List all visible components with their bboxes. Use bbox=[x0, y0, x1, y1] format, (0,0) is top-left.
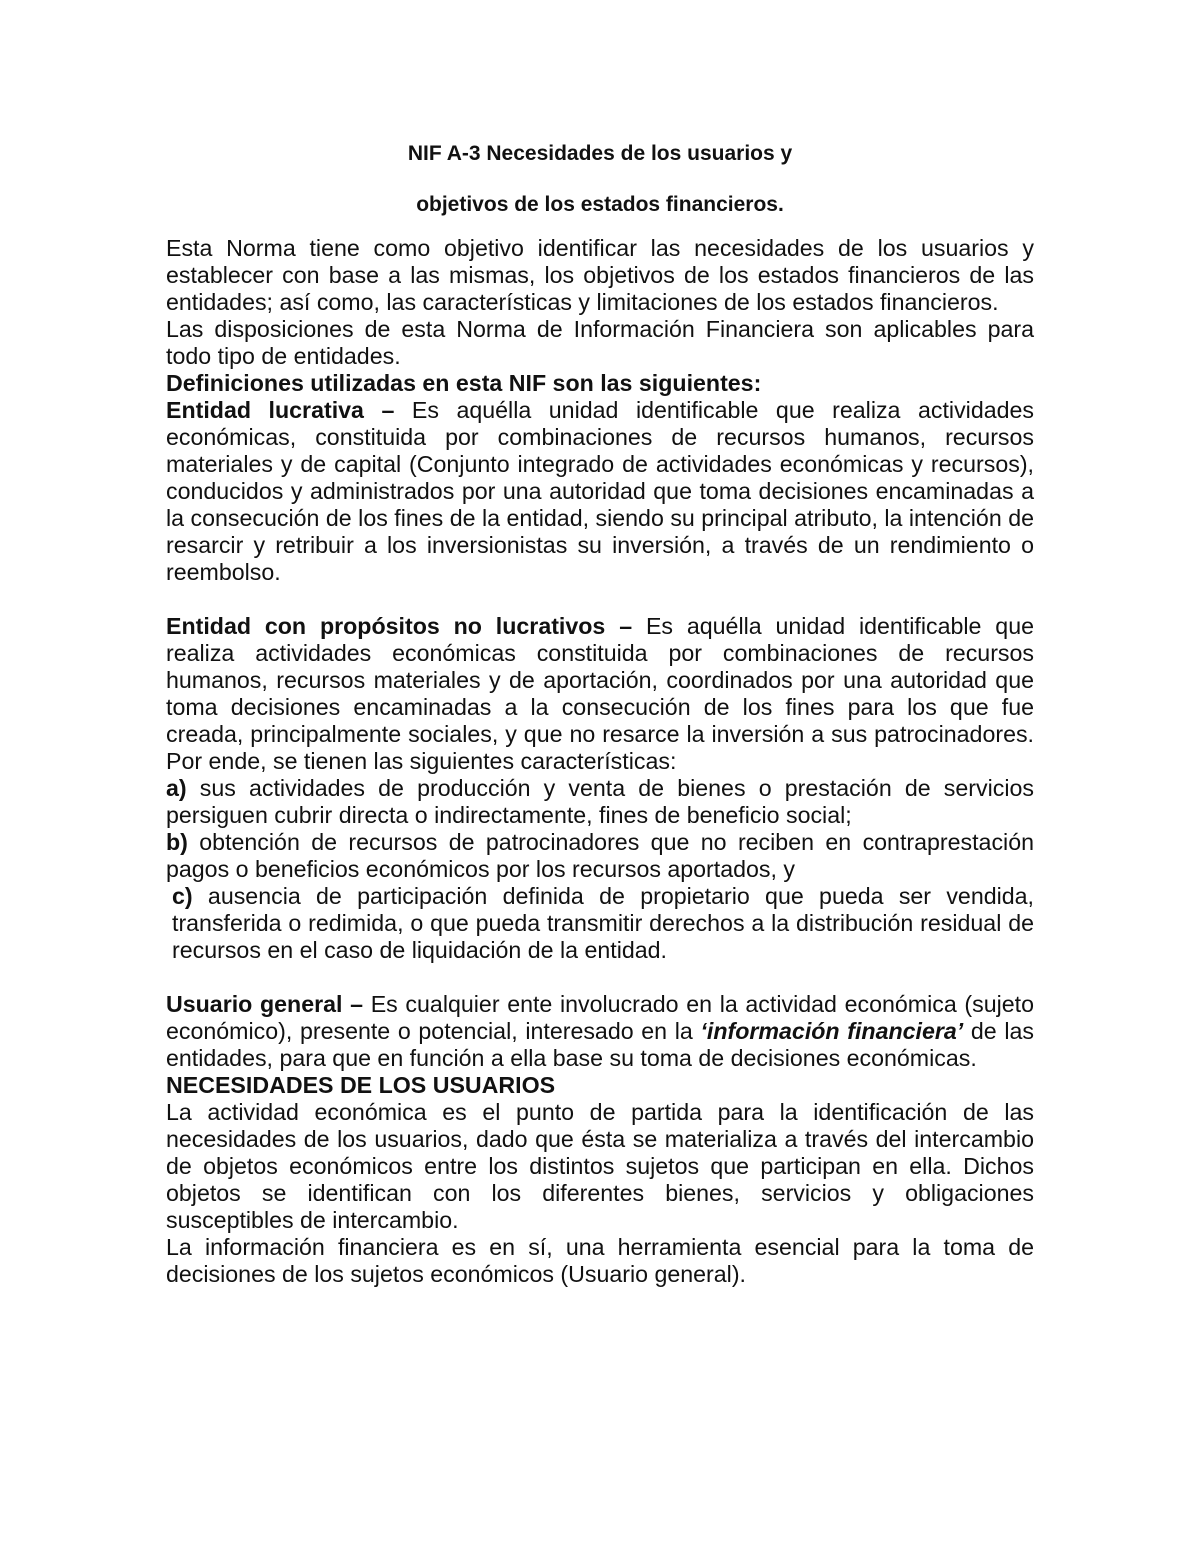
term-entidad-lucrativa: Entidad lucrativa – bbox=[166, 397, 395, 423]
emphasis-informacion-financiera: ‘información financiera’ bbox=[700, 1018, 964, 1044]
necesidades-paragraph-1: La actividad económica es el punto de partida para la identificación de las necesidades de los usuarios, dado que ésta se materializa a través del intercambio de objetos económicos entre los distintos sujetos que participan en ella. Dichos objetos se identifican con los diferentes bienes, servicios y obligaciones susceptibles de intercambio. bbox=[166, 1099, 1034, 1233]
definition-usuario-general bbox=[166, 991, 1034, 1072]
applicability-paragraph: Las disposiciones de esta Norma de Información Financiera son aplicables para todo tipo de entidades. bbox=[166, 316, 1034, 369]
document-title-line-1: NIF A-3 Necesidades de los usuarios y bbox=[407, 142, 793, 165]
definition-text: Es aquélla unidad identificable que realiza actividades económicas, constituida por combinaciones de recursos humanos, recursos materiales y de capital (Conjunto integrado de actividades económicas y recursos), conducidos y administrados por una autoridad que toma decisiones encaminadas a la consecución de los fines de la entidad, siendo su principal atributo, la intención de resarcir y retribuir a los inversionistas su inversión, a través de un rendimiento o reembolso. bbox=[166, 397, 1034, 585]
definition-text: Es aquélla unidad identificable que realiza actividades económicas constituida por combinaciones de recursos humanos, recursos materiales y de aportación, coordinados por una autoridad que toma decisiones encaminadas a la consecución de los fines para los que fue creada, principalmente sociales, y que no resarce la inversión a sus patrocinadores. Por ende, se tienen las siguientes características: bbox=[166, 613, 1034, 774]
definition-text: Es cualquier ente involucrado en la actividad económica (sujeto económico), presente o potencial, interesado en la bbox=[166, 991, 1034, 1044]
document-title-line-2: objetivos de los estados financieros. bbox=[416, 193, 784, 216]
definitions-heading: Definiciones utilizadas en esta NIF son las siguientes: bbox=[166, 370, 762, 396]
definition-entidad-no-lucrativa bbox=[166, 613, 1034, 775]
intro-paragraph: Esta Norma tiene como objetivo identificar las necesidades de los usuarios y establecer con base a las mismas, los objetivos de los estados financieros de las entidades; así como, las características y limitaciones de los estados financieros. bbox=[166, 235, 1034, 315]
list-label: c) bbox=[172, 883, 193, 909]
list-item-b bbox=[166, 829, 1034, 883]
list-text: obtención de recursos de patrocinadores que no reciben en contraprestación pagos o beneficios económicos por los recursos aportados, y bbox=[166, 829, 1034, 882]
necesidades-heading: NECESIDADES DE LOS USUARIOS bbox=[166, 1072, 556, 1098]
list-item-a bbox=[166, 775, 1034, 829]
list-text: ausencia de participación definida de propietario que pueda ser vendida, transferida o redimida, o que pueda transmitir derechos a la distribución residual de recursos en el caso de liquidación de la entidad. bbox=[172, 883, 1034, 963]
list-label: b) bbox=[166, 829, 188, 855]
list-label: a) bbox=[166, 775, 187, 801]
term-entidad-no-lucrativa: Entidad con propósitos no lucrativos – bbox=[166, 613, 633, 639]
necesidades-paragraph-2: La información financiera es en sí, una herramienta esencial para la toma de decisiones de los sujetos económicos (Usuario general). bbox=[166, 1234, 1034, 1287]
list-text: sus actividades de producción y venta de bienes o prestación de servicios persiguen cubrir directa o indirectamente, fines de beneficio social; bbox=[166, 775, 1034, 828]
list-item-c bbox=[166, 883, 1034, 964]
term-usuario-general: Usuario general – bbox=[166, 991, 364, 1017]
definition-text: de las entidades, para que en función a ella base su toma de decisiones económicas. bbox=[166, 1018, 1034, 1071]
document-page bbox=[166, 136, 1034, 1288]
definition-entidad-lucrativa bbox=[166, 397, 1034, 586]
